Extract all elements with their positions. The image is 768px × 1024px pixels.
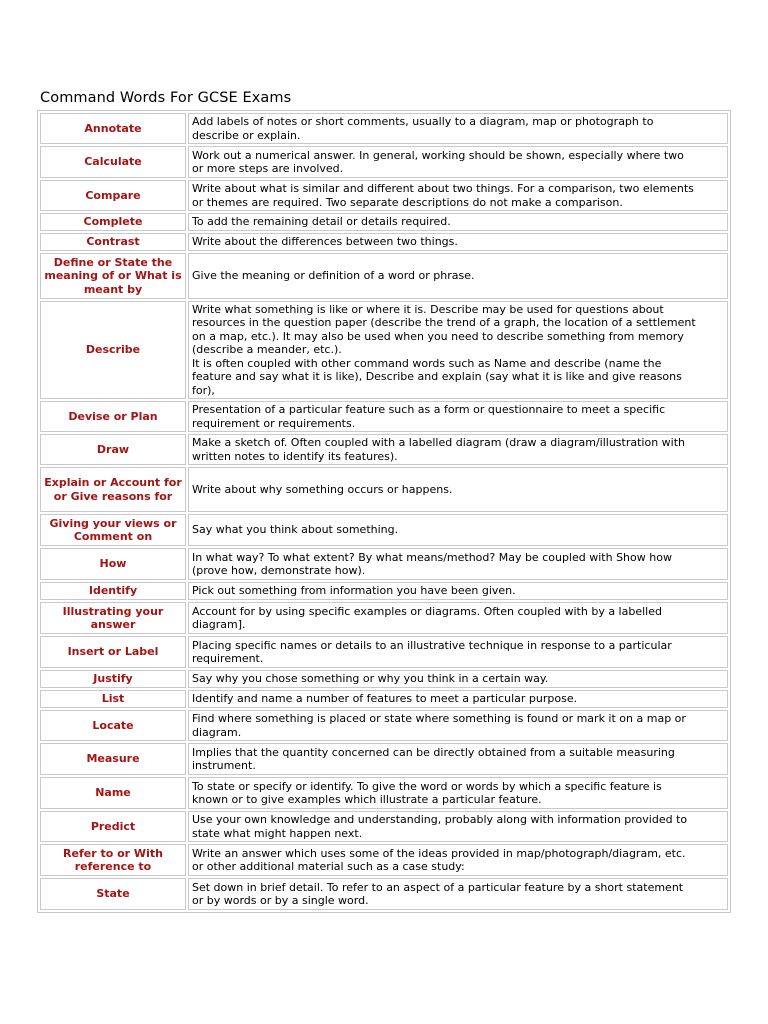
table-row — [40, 582, 728, 600]
table-row — [40, 670, 728, 688]
command-definition: Write what something is like or where it is. Describe may be used for questions about resources in the question paper (describe the trend of a graph, the location of a settlement on a map, etc.). It may also be used when you need to describe something from memory (describe a meander, etc.). It is often coupled with other command words such as Name and describe (name the feature and say what it is like), Describe and explain (say what it is like and give reasons for), — [188, 301, 728, 399]
command-definition: Write about the differences between two things. — [188, 233, 728, 251]
command-word: Measure — [40, 743, 186, 775]
table-row — [40, 878, 728, 910]
command-definition: Account for by using specific examples or diagrams. Often coupled with by a labelled diagram]. — [188, 602, 728, 634]
table-row — [40, 180, 728, 211]
command-word: Describe — [40, 301, 186, 399]
command-definition: Find where something is placed or state where something is found or mark it on a map or diagram. — [188, 710, 728, 741]
table-row — [40, 777, 728, 809]
command-definition: Write about why something occurs or happens. — [188, 467, 728, 512]
command-word: Explain or Account for or Give reasons for — [40, 467, 186, 512]
command-word: Predict — [40, 811, 186, 842]
table-row — [40, 233, 728, 251]
command-word: Identify — [40, 582, 186, 600]
command-word: Refer to or With reference to — [40, 844, 186, 876]
command-word: Devise or Plan — [40, 401, 186, 432]
command-word: State — [40, 878, 186, 910]
command-definition: Make a sketch of. Often coupled with a labelled diagram (draw a diagram/illustration with written notes to identify its features). — [188, 434, 728, 465]
table-row — [40, 514, 728, 546]
table-row — [40, 844, 728, 876]
table-row — [40, 301, 728, 399]
table-row — [40, 690, 728, 708]
command-definition: Work out a numerical answer. In general, working should be shown, especially where two or more steps are involved. — [188, 146, 728, 178]
table-row — [40, 253, 728, 299]
command-word: Draw — [40, 434, 186, 465]
command-definition: Give the meaning or definition of a word or phrase. — [188, 253, 728, 299]
command-word: How — [40, 548, 186, 580]
table-row — [40, 743, 728, 775]
command-definition: Write about what is similar and different about two things. For a comparison, two elements or themes are required. Two separate descriptions do not make a comparison. — [188, 180, 728, 211]
table-row — [40, 548, 728, 580]
table-row — [40, 213, 728, 231]
command-word: Annotate — [40, 113, 186, 144]
command-word: Justify — [40, 670, 186, 688]
command-definition: In what way? To what extent? By what means/method? May be coupled with Show how (prove how, demonstrate how). — [188, 548, 728, 580]
command-word: Define or State the meaning of or What is meant by — [40, 253, 186, 299]
table-row — [40, 434, 728, 465]
command-words-table — [37, 110, 731, 913]
command-definition: To add the remaining detail or details required. — [188, 213, 728, 231]
command-definition: Pick out something from information you have been given. — [188, 582, 728, 600]
command-definition: Write an answer which uses some of the ideas provided in map/photograph/diagram, etc. or other additional material such as a case study: — [188, 844, 728, 876]
command-word: Name — [40, 777, 186, 809]
table-row — [40, 636, 728, 668]
command-definition: Presentation of a particular feature such as a form or questionnaire to meet a specific requirement or requirements. — [188, 401, 728, 432]
table-row — [40, 602, 728, 634]
command-word: Insert or Label — [40, 636, 186, 668]
table-row — [40, 113, 728, 144]
command-word: Calculate — [40, 146, 186, 178]
table-row — [40, 146, 728, 178]
command-word: Locate — [40, 710, 186, 741]
table-body — [40, 113, 728, 910]
command-definition: Identify and name a number of features to meet a particular purpose. — [188, 690, 728, 708]
table-row — [40, 710, 728, 741]
command-word: Complete — [40, 213, 186, 231]
command-word: Contrast — [40, 233, 186, 251]
command-definition: Add labels of notes or short comments, usually to a diagram, map or photograph to describe or explain. — [188, 113, 728, 144]
command-definition: To state or specify or identify. To give the word or words by which a specific feature is known or to give examples which illustrate a particular feature. — [188, 777, 728, 809]
command-definition: Set down in brief detail. To refer to an aspect of a particular feature by a short statement or by words or by a single word. — [188, 878, 728, 910]
command-word: Illustrating your answer — [40, 602, 186, 634]
command-definition: Implies that the quantity concerned can be directly obtained from a suitable measuring instrument. — [188, 743, 728, 775]
command-word: List — [40, 690, 186, 708]
command-definition: Say why you chose something or why you think in a certain way. — [188, 670, 728, 688]
table-row — [40, 811, 728, 842]
table-row — [40, 401, 728, 432]
table-row — [40, 467, 728, 512]
command-word: Giving your views or Comment on — [40, 514, 186, 546]
page-title: Command Words For GCSE Exams — [40, 90, 292, 106]
command-definition: Placing specific names or details to an illustrative technique in response to a particular requirement. — [188, 636, 728, 668]
command-definition: Use your own knowledge and understanding, probably along with information provided to state what might happen next. — [188, 811, 728, 842]
command-definition: Say what you think about something. — [188, 514, 728, 546]
command-word: Compare — [40, 180, 186, 211]
